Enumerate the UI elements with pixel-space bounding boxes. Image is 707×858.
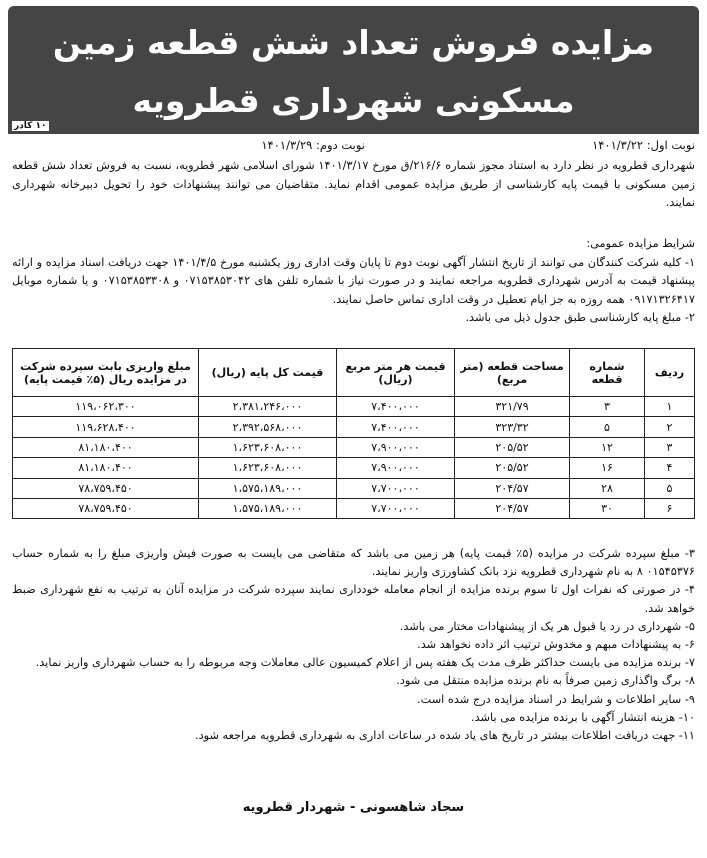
cell-row: ۲ bbox=[645, 417, 695, 437]
page-title-line1: مزایده فروش تعداد شش قطعه زمین bbox=[52, 23, 655, 62]
condition-6: ۶- به پیشنهادات مبهم و مخدوش ترتیب اثر داده نخواهد شد. bbox=[417, 638, 695, 652]
cell-row: ۶ bbox=[645, 498, 695, 518]
cell-parcel: ۱۶ bbox=[570, 458, 645, 478]
condition-7: ۷- برنده مزایده می بایست حداکثر ظرف مدت یک هفته پس از اعلام کمیسیون عالی معاملات وجه مربوطه را به حساب شهرداری واریز نماید. bbox=[35, 656, 695, 670]
condition-4: ۴- در صورتی که نفرات اول تا سوم برنده مزایده از انجام معامله خودداری نمایند سپرده شرکت در مزایده آنان به ترتیب به نفع شهرداری ضبط خواهد شد. bbox=[12, 583, 695, 615]
condition-5: ۵- شهرداری در رد یا قبول هر یک از پیشنهادات مختار می باشد. bbox=[399, 619, 695, 633]
col-row: ردیف bbox=[645, 349, 695, 397]
col-deposit: مبلغ واریزی بابت سپرده شرکت در مزایده ریال (۵٪ قیمت پایه) bbox=[13, 349, 199, 397]
cell-area: ۳۲۳/۳۲ bbox=[455, 417, 570, 437]
cell-deposit: ۸۱،۱۸۰،۴۰۰ bbox=[13, 458, 199, 478]
col-price-per-m: قیمت هر متر مربع (ریال) bbox=[337, 349, 455, 397]
condition-8: ۸- برگ واگذاری زمین صرفاً به نام برنده مزایده منتقل می شود. bbox=[396, 674, 695, 688]
cell-parcel: ۱۲ bbox=[570, 437, 645, 457]
price-table bbox=[12, 348, 695, 519]
cell-deposit: ۷۸،۷۵۹،۴۵۰ bbox=[13, 498, 199, 518]
first-notice-date: نوبت اول: ۱۴۰۱/۳/۲۲ bbox=[592, 138, 695, 152]
signature: سجاد شاهسونی - شهردار قطرویه bbox=[242, 800, 465, 815]
cell-row: ۳ bbox=[645, 437, 695, 457]
cell-area: ۲۰۵/۵۲ bbox=[455, 437, 570, 457]
cell-total: ۲،۳۹۲،۵۶۸،۰۰۰ bbox=[199, 417, 337, 437]
cell-price-per-m: ۷،۴۰۰،۰۰۰ bbox=[337, 397, 455, 417]
condition-3: ۳- مبلغ سپرده شرکت در مزایده (۵٪ قیمت پایه) هر زمین می باشد که متقاضی می بایست به صورت فیش واریزی مبلغ را به شماره حساب ۰۱۵۴۵۳۷۶ ۸ به نام شهرداری قطرویه نزد بانک کشاورزی واریز نمایند. bbox=[12, 547, 695, 579]
title-banner bbox=[8, 6, 699, 134]
conditions-list bbox=[12, 545, 695, 745]
condition-10: ۱۰- هزینه انتشار آگهی با برنده مزایده می باشد. bbox=[471, 710, 695, 724]
table-row bbox=[13, 478, 695, 498]
condition-1: ۱- کلیه شرکت کنندگان می توانند از تاریخ انتشار آگهی نوبت دوم تا پایان وقت اداری روز یکشنبه مورخ ۱۴۰۱/۴/۵ جهت دریافت اسناد مزایده و ارائه پیشنهاد قیمت به آدرس شهرداری قطرویه مراجعه نمایند و در صورت نیاز با شماره تلفن های ۰۷۱۵۳۸۵۳۰۴۲ و ۰۷۱۵۳۸۵۳۳۰۸ و یا شماره موبایل ۰۹۱۷۱۳۲۶۴۱۷ همه روزه به جز ایام تعطیل در وقت اداری تماس حاصل نمایند. bbox=[12, 255, 696, 306]
cell-total: ۲،۳۸۱،۲۴۶،۰۰۰ bbox=[199, 397, 337, 417]
cell-parcel: ۳۰ bbox=[570, 498, 645, 518]
table-row bbox=[13, 437, 695, 457]
cell-area: ۲۰۵/۵۲ bbox=[455, 458, 570, 478]
intro-paragraph: شهرداری قطرویه در نظر دارد به استناد مجوز شماره ۲۱۶/۶/ق مورخ ۱۴۰۱/۳/۱۷ شورای اسلامی شهر قطرویه، نسبت به فروش تعداد شش قطعه زمین مسکونی با قیمت پایه کارشناسی از طریق مزایده عمومی اقدام نماید. متقاضیان می توانند پیشنهادات خود را تحویل دبیرخانه شهرداری نمایند. bbox=[12, 159, 696, 209]
conditions-title: شرایط مزایده عمومی: bbox=[586, 237, 695, 250]
second-notice-date: نوبت دوم: ۱۴۰۱/۳/۲۹ bbox=[261, 138, 365, 152]
table-row bbox=[13, 458, 695, 478]
cell-deposit: ۱۱۹،۶۲۸،۴۰۰ bbox=[13, 417, 199, 437]
cell-total: ۱،۵۷۵،۱۸۹،۰۰۰ bbox=[199, 478, 337, 498]
col-total: قیمت کل پایه (ریال) bbox=[199, 349, 337, 397]
cell-price-per-m: ۷،۷۰۰،۰۰۰ bbox=[337, 478, 455, 498]
page-title-line2: مسکونی شهرداری قطرویه bbox=[132, 81, 575, 120]
condition-11: ۱۱- جهت دریافت اطلاعات بیشتر در تاریخ های یاد شده در ساعات اداری به شهرداری قطرویه مراجعه شود. bbox=[195, 729, 695, 743]
cell-parcel: ۵ bbox=[570, 417, 645, 437]
table-row bbox=[13, 417, 695, 437]
cell-total: ۱،۶۲۳،۶۰۸،۰۰۰ bbox=[199, 458, 337, 478]
cell-price-per-m: ۷،۹۰۰،۰۰۰ bbox=[337, 437, 455, 457]
conditions-section bbox=[12, 235, 695, 328]
col-parcel: شماره قطعه bbox=[570, 349, 645, 397]
size-badge: ۱۰ کادر bbox=[14, 121, 47, 131]
cell-area: ۲۰۴/۵۷ bbox=[455, 478, 570, 498]
cell-price-per-m: ۷،۹۰۰،۰۰۰ bbox=[337, 458, 455, 478]
condition-9: ۹- سایر اطلاعات و شرایط در اسناد مزایده درج شده است. bbox=[417, 692, 695, 706]
cell-parcel: ۲۸ bbox=[570, 478, 645, 498]
table-header-row bbox=[13, 349, 695, 397]
col-area: مساحت قطعه (متر مربع) bbox=[455, 349, 570, 397]
cell-deposit: ۱۱۹،۰۶۲،۳۰۰ bbox=[13, 397, 199, 417]
condition-2: ۲- مبلغ پایه کارشناسی طبق جدول ذیل می باشد. bbox=[465, 311, 695, 324]
publication-dates bbox=[12, 138, 695, 154]
table-row bbox=[13, 498, 695, 518]
table-row bbox=[13, 397, 695, 417]
cell-parcel: ۳ bbox=[570, 397, 645, 417]
cell-row: ۱ bbox=[645, 397, 695, 417]
cell-area: ۳۲۱/۷۹ bbox=[455, 397, 570, 417]
cell-price-per-m: ۷،۷۰۰،۰۰۰ bbox=[337, 498, 455, 518]
cell-row: ۴ bbox=[645, 458, 695, 478]
cell-total: ۱،۶۲۳،۶۰۸،۰۰۰ bbox=[199, 437, 337, 457]
cell-area: ۲۰۴/۵۷ bbox=[455, 498, 570, 518]
cell-deposit: ۸۱،۱۸۰،۴۰۰ bbox=[13, 437, 199, 457]
cell-price-per-m: ۷،۴۰۰،۰۰۰ bbox=[337, 417, 455, 437]
cell-deposit: ۷۸،۷۵۹،۴۵۰ bbox=[13, 478, 199, 498]
cell-total: ۱،۵۷۵،۱۸۹،۰۰۰ bbox=[199, 498, 337, 518]
cell-row: ۵ bbox=[645, 478, 695, 498]
